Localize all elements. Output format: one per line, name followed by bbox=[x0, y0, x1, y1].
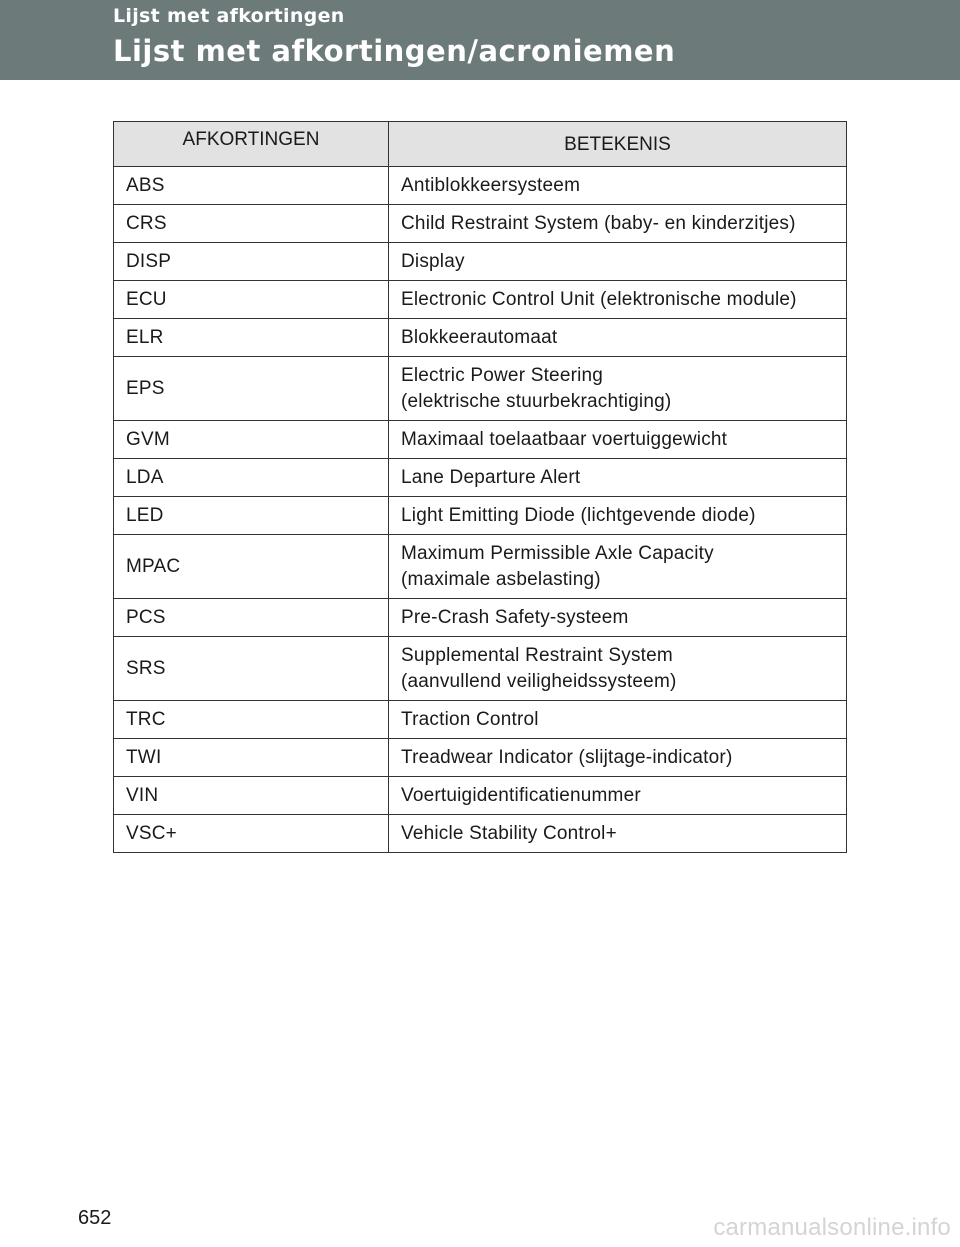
meaning-line: Maximaal toelaatbaar voertuiggewicht bbox=[401, 428, 728, 450]
meaning-cell bbox=[389, 319, 847, 357]
abbreviation-cell: TWI bbox=[114, 739, 389, 777]
meaning-cell bbox=[389, 421, 847, 459]
table-row bbox=[114, 497, 847, 535]
abbreviation-cell: TRC bbox=[114, 701, 389, 739]
meaning-line: Traction Control bbox=[401, 708, 539, 730]
table-row bbox=[114, 357, 847, 421]
meaning-cell bbox=[389, 243, 847, 281]
meaning-cell bbox=[389, 497, 847, 535]
meaning-line: Electronic Control Unit (elektronische module) bbox=[401, 288, 797, 310]
meaning-line: Electric Power Steering bbox=[401, 364, 604, 386]
table-row bbox=[114, 535, 847, 599]
meaning-cell bbox=[389, 815, 847, 853]
table-body bbox=[114, 167, 847, 853]
abbreviation-cell: LDA bbox=[114, 459, 389, 497]
meaning-cell bbox=[389, 777, 847, 815]
meaning-cell bbox=[389, 637, 847, 701]
table-row bbox=[114, 421, 847, 459]
table-row bbox=[114, 599, 847, 637]
table-row bbox=[114, 243, 847, 281]
abbreviation-cell: PCS bbox=[114, 599, 389, 637]
abbreviation-cell: ELR bbox=[114, 319, 389, 357]
abbreviation-cell: ABS bbox=[114, 167, 389, 205]
table-row bbox=[114, 701, 847, 739]
table-row bbox=[114, 459, 847, 497]
meaning-line: Light Emitting Diode (lichtgevende diode) bbox=[401, 504, 756, 526]
meaning-cell bbox=[389, 535, 847, 599]
meaning-line: Maximum Permissible Axle Capacity bbox=[401, 542, 714, 564]
abbreviation-cell: MPAC bbox=[114, 535, 389, 599]
meaning-line: (maximale asbelasting) bbox=[401, 568, 601, 590]
meaning-line: Lane Departure Alert bbox=[401, 466, 581, 488]
watermark: carmanualsonline.info bbox=[713, 1214, 951, 1241]
meaning-cell bbox=[389, 167, 847, 205]
abbreviations-table bbox=[113, 121, 847, 853]
table-row bbox=[114, 637, 847, 701]
abbreviation-cell: GVM bbox=[114, 421, 389, 459]
table-header-row bbox=[114, 122, 847, 167]
table-row bbox=[114, 739, 847, 777]
meaning-line: Antiblokkeersysteem bbox=[401, 174, 581, 196]
abbreviation-cell: EPS bbox=[114, 357, 389, 421]
meaning-cell bbox=[389, 701, 847, 739]
abbreviation-cell: ECU bbox=[114, 281, 389, 319]
page-title: Lijst met afkortingen/acroniemen bbox=[113, 34, 676, 68]
section-label: Lijst met afkortingen bbox=[113, 5, 345, 27]
abbreviation-cell: SRS bbox=[114, 637, 389, 701]
table-row bbox=[114, 167, 847, 205]
column-header-abbreviations: AFKORTINGEN bbox=[114, 122, 389, 167]
meaning-line: Treadwear Indicator (slijtage-indicator) bbox=[401, 746, 733, 768]
abbreviation-cell: VIN bbox=[114, 777, 389, 815]
abbreviation-cell: DISP bbox=[114, 243, 389, 281]
meaning-cell bbox=[389, 357, 847, 421]
meaning-line: (elektrische stuurbekrachtiging) bbox=[401, 390, 672, 412]
meaning-cell bbox=[389, 459, 847, 497]
abbreviation-cell: LED bbox=[114, 497, 389, 535]
meaning-line: Supplemental Restraint System bbox=[401, 644, 673, 666]
meaning-line: Voertuigidentificatienummer bbox=[401, 784, 641, 806]
page-number: 652 bbox=[78, 1207, 112, 1229]
abbreviation-cell: CRS bbox=[114, 205, 389, 243]
meaning-line: Pre-Crash Safety-systeem bbox=[401, 606, 629, 628]
meaning-cell bbox=[389, 599, 847, 637]
table-row bbox=[114, 281, 847, 319]
header-band bbox=[0, 0, 960, 80]
meaning-line: Vehicle Stability Control+ bbox=[401, 822, 617, 844]
meaning-cell bbox=[389, 281, 847, 319]
table-row bbox=[114, 319, 847, 357]
table-row bbox=[114, 205, 847, 243]
meaning-line: Blokkeerautomaat bbox=[401, 326, 558, 348]
meaning-line: (aanvullend veiligheidssysteem) bbox=[401, 670, 677, 692]
abbreviation-cell: VSC+ bbox=[114, 815, 389, 853]
meaning-cell bbox=[389, 739, 847, 777]
meaning-line: Child Restraint System (baby- en kinderzitjes) bbox=[401, 212, 796, 234]
column-header-meaning: BETEKENIS bbox=[389, 122, 847, 167]
table-row bbox=[114, 777, 847, 815]
table-row bbox=[114, 815, 847, 853]
meaning-cell bbox=[389, 205, 847, 243]
meaning-line: Display bbox=[401, 250, 465, 272]
